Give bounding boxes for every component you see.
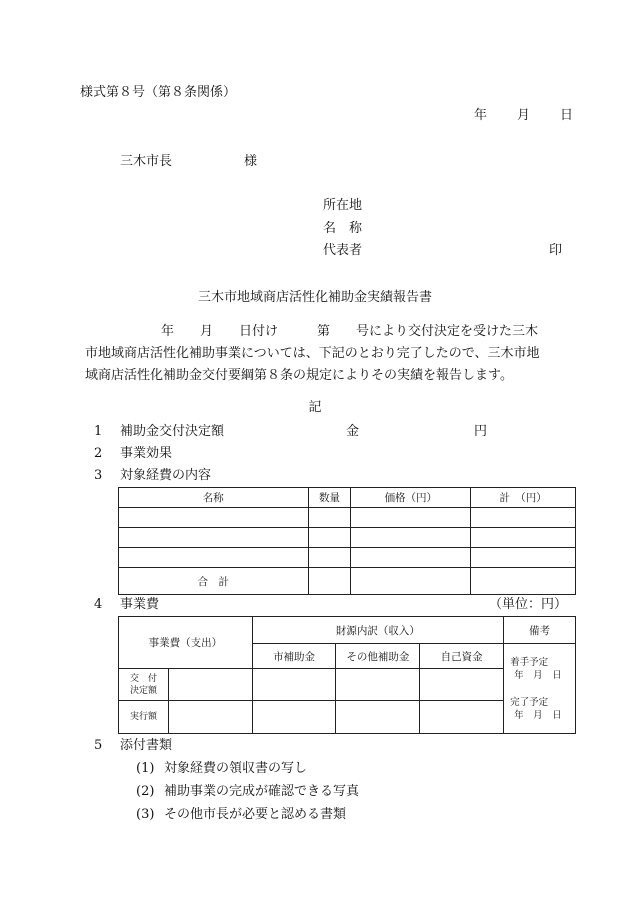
applicant-address-label: 所在地	[323, 198, 363, 213]
funding-header: 財源内訳（収入）	[252, 617, 503, 644]
decided-amount-label-2: 決定額	[129, 685, 157, 696]
attachment-2-text: 補助事業の完成が確認できる写真	[164, 784, 360, 799]
seal-mark: 印	[549, 243, 563, 258]
cost-cell[interactable]	[308, 508, 351, 528]
cost-cell[interactable]	[351, 528, 471, 548]
section-4-number: 4	[94, 597, 103, 612]
table-row	[119, 508, 576, 528]
cost-table	[118, 487, 576, 595]
expense-cell[interactable]	[168, 669, 252, 701]
section-1-label: 補助金交付決定額	[120, 424, 225, 439]
addressee-honorific: 様	[244, 154, 258, 169]
cost-cell[interactable]	[471, 528, 576, 548]
expense-table	[118, 616, 576, 734]
expense-cell[interactable]	[168, 701, 252, 734]
expense-cell[interactable]	[252, 669, 336, 701]
city-subsidy-header: 市補助金	[252, 644, 336, 669]
body-line-2: 市地域商店活性化補助事業については、下記のとおり完了したので、三木市地	[85, 346, 540, 361]
section-5-label: 添付書類	[120, 738, 173, 753]
decided-amount-label	[119, 669, 169, 701]
cost-header-subtotal: 計 （円）	[471, 488, 576, 508]
cost-cell[interactable]	[308, 528, 351, 548]
date-year: 年	[474, 108, 488, 123]
cost-cell[interactable]	[119, 548, 309, 568]
section-3-number: 3	[94, 468, 103, 483]
section-4-label: 事業費	[120, 597, 160, 612]
expense-cell[interactable]	[252, 701, 336, 734]
cost-header-name: 名称	[119, 488, 309, 508]
section-2-label: 事業効果	[120, 446, 173, 461]
cost-total-label: 合 計	[119, 568, 309, 595]
list-item	[136, 785, 359, 798]
remarks-cell	[504, 644, 576, 734]
table-row	[119, 548, 576, 568]
body-line-3: 域商店活性化補助金交付要綱第８条の規定によりその実績を報告します。	[85, 368, 513, 383]
other-subsidy-header: その他補助金	[336, 644, 420, 669]
attachment-3-number: (3)	[136, 807, 155, 822]
cost-cell[interactable]	[471, 548, 576, 568]
form-number: 様式第８号（第８条関係）	[80, 85, 237, 100]
report-date	[474, 109, 573, 122]
expense-header: 事業費（支出）	[119, 617, 253, 669]
expense-cell[interactable]	[336, 669, 420, 701]
list-item	[136, 808, 346, 821]
cost-cell[interactable]	[471, 508, 576, 528]
date-day: 日	[560, 108, 574, 123]
cost-cell[interactable]	[308, 568, 351, 595]
attachment-1-text: 対象経費の領収書の写し	[164, 761, 308, 776]
cost-table-header	[119, 488, 576, 508]
actual-amount-label: 実行額	[119, 701, 169, 734]
cost-header-quantity: 数量	[308, 488, 351, 508]
date-month: 月	[517, 108, 531, 123]
applicant-name-label: 名 称	[323, 221, 363, 236]
section-1-en: 円	[474, 424, 488, 439]
attachment-2-number: (2)	[136, 784, 155, 799]
remark-end-label: 完了予定	[510, 696, 549, 708]
cost-cell[interactable]	[351, 568, 471, 595]
expense-cell[interactable]	[420, 669, 504, 701]
addressee	[120, 155, 257, 168]
section-1-number: 1	[94, 424, 103, 439]
unit-label: （単位：円）	[489, 597, 568, 612]
cost-cell[interactable]	[119, 508, 309, 528]
addressee-name: 三木市長	[120, 154, 173, 169]
applicant-representative-label: 代表者	[323, 243, 363, 258]
section-2-number: 2	[94, 446, 103, 461]
report-body	[85, 321, 575, 387]
cost-cell[interactable]	[308, 548, 351, 568]
remark-end-date: 年 月 日	[514, 709, 562, 721]
cost-cell[interactable]	[471, 568, 576, 595]
remark-start-date: 年 月 日	[514, 669, 562, 681]
decided-amount-label-1: 交 付	[129, 673, 157, 684]
section-1-kin: 金	[346, 424, 360, 439]
own-funds-header: 自己資金	[420, 644, 504, 669]
cost-total-row	[119, 568, 576, 595]
cost-cell[interactable]	[351, 508, 471, 528]
list-item	[136, 762, 307, 775]
document-title: 三木市地域商店活性化補助金実績報告書	[197, 290, 432, 305]
cost-cell[interactable]	[119, 528, 309, 548]
remarks-header: 備考	[504, 617, 576, 644]
attachment-3-text: その他市長が必要と認める書類	[164, 807, 347, 822]
expense-cell[interactable]	[420, 701, 504, 734]
attachment-1-number: (1)	[136, 761, 155, 776]
table-row	[119, 528, 576, 548]
body-line-1: 年 月 日付け 第 号により交付決定を受けた三木	[161, 324, 539, 339]
cost-cell[interactable]	[351, 548, 471, 568]
remark-start-label: 着手予定	[510, 656, 549, 668]
ki-heading: 記	[308, 400, 322, 415]
expense-cell[interactable]	[336, 701, 420, 734]
section-3-label: 対象経費の内容	[120, 468, 212, 483]
cost-header-price: 価格（円）	[351, 488, 471, 508]
section-5-number: 5	[94, 738, 103, 753]
